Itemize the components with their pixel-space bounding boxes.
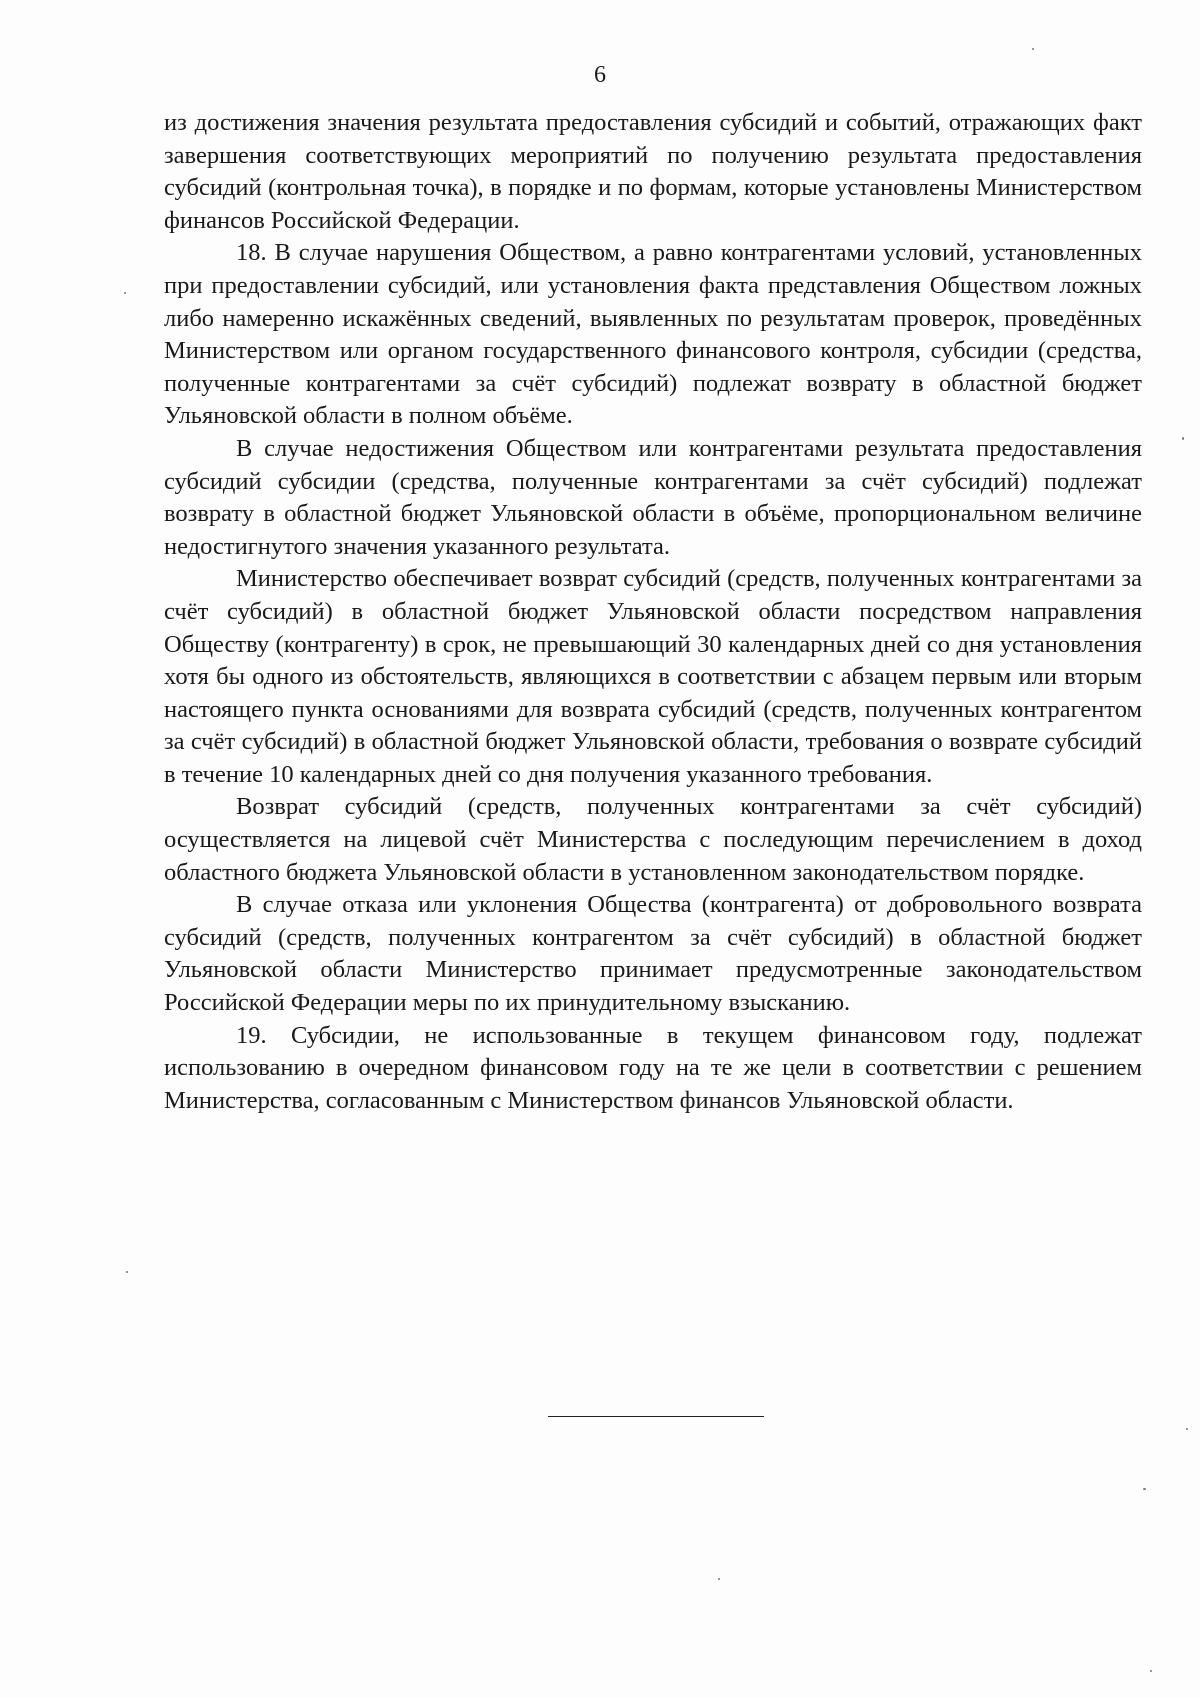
paragraph-ministry-return: Министерство обеспечивает возврат субсидий (средств, полученных контрагентами за счёт субсидий) в областной бюджет Ульяновской области посредством направления Обществу (контрагенту) в срок, не превышающий 30 календарных дней со дня установления хотя бы одного из обстоятельств, являющихся в соответствии с абзацем первым или вторым настоящего пункта основаниями для возврата субсидий (средств, полученных контрагентом за счёт субсидий) в областной бюджет Ульяновской области, требования о возврате субсидий в течение 10 календарных дней со дня получения указанного требования. <box>164 565 1142 788</box>
scan-speck <box>718 1578 720 1580</box>
paragraph-return-account: Возврат субсидий (средств, полученных контрагентами за счёт субсидий) осуществляется на лицевой счёт Министерства с последующим перечислением в доход областного бюджета Ульяновской области в установленном законодательством порядке. <box>164 793 1142 886</box>
paragraph-refusal: В случае отказа или уклонения Общества (контрагента) от добровольного возврата субсидий (средств, полученных контрагентом за счёт субсидий) в областной бюджет Ульяновской области Министерство принимает предусмотренные законодательством Российской Федерации меры по их принудительному взысканию. <box>164 891 1142 1017</box>
paragraph-continuation: из достижения значения результата предоставления субсидий и событий, отражающих факт завершения соответствующих мероприятий по получению результата предоставления субсидий (контрольная точка), в порядке и по формам, которые установлены Министерством финансов Российской Федерации. <box>164 109 1142 234</box>
scan-speck <box>1150 1670 1152 1672</box>
document-body <box>164 107 1142 1117</box>
scan-speck <box>124 292 126 294</box>
page-number: 6 <box>594 62 606 88</box>
scan-speck <box>1186 1428 1188 1430</box>
paragraph-non-achievement: В случае недостижения Обществом или контрагентами результата предоставления субсидий субсидии (средства, полученные контрагентами за счёт субсидий) подлежат возврату в областной бюджет Ульяновской области в объёме, пропорциональном величине недостигнутого значения указанного результата. <box>164 434 1142 560</box>
scan-speck <box>1143 1488 1146 1490</box>
scan-speck <box>126 1271 128 1273</box>
scan-speck <box>1182 437 1184 440</box>
paragraph-item-18: 18. В случае нарушения Обществом, а равно контрагентами условий, установленных при предоставлении субсидий, или установления факта представления Обществом ложных либо намеренно искажённых сведений, выявленных по результатам проверок, проведённых Министерством или органом государственного финансового контроля, субсидии (средства, полученные контрагентами за счёт субсидий) подлежат возврату в областной бюджет Ульяновской области в полном объёме. <box>164 239 1142 430</box>
end-of-text-rule <box>548 1416 764 1417</box>
paragraph-item-19: 19. Субсидии, не использованные в текущем финансовом году, подлежат использованию в очередном финансовом году на те же цели в соответствии с решением Министерства, согласованным с Министерством финансов Ульяновской области. <box>164 1021 1142 1114</box>
scan-speck <box>1032 48 1034 50</box>
